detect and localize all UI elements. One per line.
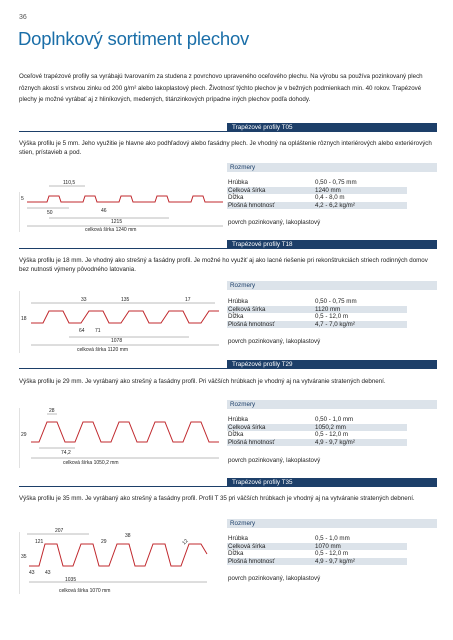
spec-label: Celková šírka [228,305,266,313]
profile-diagram-t05 [19,172,224,232]
spec-value: 4,7 - 7,0 kg/m² [315,320,355,328]
spec-label: Hrúbka [228,179,248,186]
sizes-heading: Rozmery [227,519,437,528]
profile-description-t18: Výška profilu je 18 mm. Je vhodný ako strešný a fasádny profil. Je možné ho využiť aj ako lacné riešenie pri rekonštrukciách striech rodinných domov bez nutnosti výmeny pôvodného latovania. [19,257,428,273]
spec-label: Celková šírka [228,186,266,194]
spec-label: Dĺžka [228,194,244,202]
spec-label: Hrúbka [228,535,248,542]
dim-label: 121 [35,539,44,545]
spec-value: 0,50 - 0,75 mm [315,298,357,305]
page-number: 36 [19,14,27,21]
spec-row [227,431,407,439]
sizes-heading: Rozmery [227,400,437,409]
profile-heading-t18: Trapézové profily T18 [227,240,437,249]
section-divider [19,131,437,132]
profile-heading-t29: Trapézové profily T29 [227,360,437,369]
dim-label: 17 [185,297,191,303]
spec-value: 0,5 - 12,0 m [315,313,349,321]
spec-label: Plošná hmotnosť [228,320,275,328]
spec-value: 4,9 - 9,7 kg/m² [315,438,355,446]
intro-text: Oceľové trapézové profily sa vyrábajú tvarovaním za studena z povrchovo upraveného oceľového plechu. Na výrobu sa používa pozinkovaný plech rôznych akostí s vrstvou zinku od 200 g/m² alebo lakoplastový plech. Životnosť týchto plechov je v bežných podmienkach min. 40 rokov. Trapézové plechy je možné vyrábať aj z hliníkových, medených, titánzinkových prípadne iných plechov podľa dohody. [19,73,423,103]
dim-total: celková šírka 1240 mm [85,227,137,232]
finish-text-t05: povrch pozinkovaný, lakoplastový [228,219,321,226]
spec-row [227,306,407,314]
spec-value: 0,5 - 1,0 mm [315,535,350,542]
spec-table-t05 [227,179,407,209]
profile-description-t35: Výška profilu je 35 mm. Je vyrábaný ako strešný a fasádny profil. Profil T 35 pri väčších hrúbkach je vhodný aj na vytváranie stratených debnení. [19,495,415,502]
spec-row [227,416,407,424]
dim-label: 12 [181,538,190,547]
sizes-heading: Rozmery [227,163,437,172]
spec-row [227,187,407,195]
dim-label: 207 [55,528,64,534]
spec-table-t29 [227,416,407,446]
spec-row [227,194,407,202]
dim-label: 110,5 [63,180,76,186]
profile-diagram-t35 [19,524,224,596]
dim-total: celková šírka 1070 mm [59,588,111,594]
dim-label: 71 [95,328,101,334]
spec-value: 1120 mm [315,305,341,313]
spec-row [227,543,407,551]
section-divider [19,486,437,487]
page-title: Doplnkový sortiment plechov [18,28,250,49]
spec-label: Dĺžka [228,550,244,558]
dim-label: 5 [21,196,24,202]
spec-label: Celková šírka [228,423,266,431]
spec-row [227,424,407,432]
spec-value: 0,5 - 12,0 m [315,431,349,439]
spec-label: Plošná hmotnosť [228,438,275,446]
dim-label: 46 [101,208,107,214]
spec-row [227,535,407,543]
spec-row [227,550,407,558]
spec-value: 0,50 - 1,0 mm [315,416,354,423]
spec-table-t18 [227,298,407,328]
dim-label: 18 [21,316,27,322]
spec-row [227,439,407,447]
dim-label: 64 [79,328,85,334]
finish-text-t35: povrch pozinkovaný, lakoplastový [228,575,321,582]
spec-row [227,558,407,566]
dim-label: 38 [125,533,131,539]
dim-total: celková šírka 1120 mm [77,347,129,353]
dim-label: 28 [49,408,55,414]
spec-label: Dĺžka [228,313,244,321]
dim-label: 29 [21,432,27,438]
dim-label: 135 [121,297,130,303]
spec-row [227,321,407,329]
finish-text-t18: povrch pozinkovaný, lakoplastový [228,338,321,345]
dim-label: 35 [21,554,27,560]
finish-text-t29: povrch pozinkovaný, lakoplastový [228,457,321,464]
profile-heading-t05: Trapézové profily T05 [227,123,437,132]
dim-label: 1035 [65,577,77,583]
profile-description-t29: Výška profilu je 29 mm. Je vyrábaný ako strešný a fasádny profil. Pri väčších hrúbkach je vhodný aj na vytváranie stratených debnení. [19,378,386,385]
dim-label: 1215 [111,219,123,225]
section-divider [19,248,437,249]
spec-row [227,313,407,321]
spec-label: Hrúbka [228,298,248,305]
spec-label: Dĺžka [228,431,244,439]
spec-value: 0,5 - 12,0 m [315,550,349,558]
spec-label: Plošná hmotnosť [228,201,275,209]
dim-label: 29 [101,539,107,545]
spec-row [227,202,407,210]
spec-label: Plošná hmotnosť [228,557,275,565]
profile-heading-t35: Trapézové profily T35 [227,478,437,487]
spec-label: Celková šírka [228,542,266,550]
dim-label: 1078 [111,338,123,344]
dim-label: 43 [29,570,35,576]
spec-table-t35 [227,535,407,565]
profile-description-t05: Výška profilu je 5 mm. Jeho využitie je hlavne ako podhľadový alebo fasádny plech. Je vhodný na opláštenie rôznych interiérových alebo exteriérových stien, prístavieb a pod. [19,140,432,156]
spec-row [227,298,407,306]
dim-label: 74,2 [61,450,71,456]
spec-value: 1070 mm [315,542,341,550]
dim-label: 43 [45,570,51,576]
dim-total: celková šírka 1050,2 mm [63,460,119,466]
spec-label: Hrúbka [228,416,248,423]
dim-label: 50 [47,210,53,216]
section-divider [19,368,437,369]
spec-value: 1240 mm [315,186,341,194]
spec-row [227,179,407,187]
profile-diagram-t18 [19,291,224,353]
spec-value: 0,4 - 8,0 m [315,194,345,202]
profile-diagram-t29 [19,406,224,468]
dim-label: 33 [81,297,87,303]
spec-value: 4,9 - 9,7 kg/m² [315,557,355,565]
spec-value: 4,2 - 6,2 kg/m² [315,201,355,209]
spec-value: 1050,2 mm [315,423,346,431]
sizes-heading: Rozmery [227,281,437,290]
spec-value: 0,50 - 0,75 mm [315,179,357,186]
